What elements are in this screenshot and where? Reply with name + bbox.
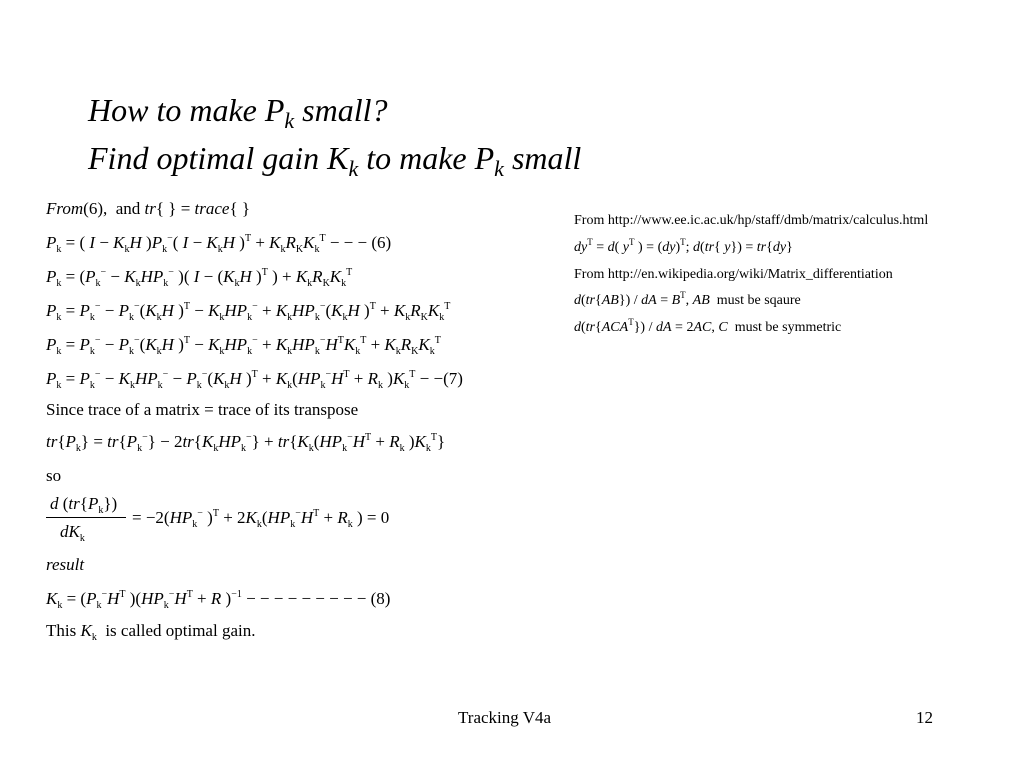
equation-6: $P_k$ = ( $I - K_kH$ )$P_k^-$( $I - K_kH$ )$^T + K_kR_KK_k^T$ − − − (6) [46, 233, 392, 255]
equation-step-3: $P_k = P_k^- - P_k^-(K_kH$ )$^T - K_kHP_k^- + K_kHP_k^-H^TK_k^T + K_kR_KK_k^T$ [46, 335, 441, 357]
slide-title-line-2: Find optimal gain $K_k$ to make $P_k$ small [88, 140, 582, 181]
equation-step-1: $P_k = (P_k^- - K_kHP_k^-$ )( $I - (K_kH$ )$^T$ ) + $K_kR_KK_k^T$ [46, 267, 353, 289]
equation-7: $P_k = P_k^- - K_kHP_k^- - P_k^-(K_kH$ )$^T + K_k(HP_k^-H^T + R_k$ )$K_k^T - -(7)$ [46, 369, 463, 391]
slide-title-line-1: How to make $P_k$ small? [88, 92, 388, 133]
equation-8: $K_k = (P_k^-H^T$ )($HP_k^-H^T + R$ )$^{-1}$ − − − − − − − − − (8) [46, 589, 391, 611]
reference-1: From http://www.ee.ic.ac.uk/hp/staff/dmb/matrix/calculus.html [574, 213, 929, 228]
footer-title: Tracking V4a [458, 708, 552, 727]
page-number: 12 [916, 708, 933, 727]
reference-2: From http://en.wikipedia.org/wiki/Matrix_differentiation [574, 267, 893, 282]
matrix-identity-2: d(tr{AB}) / dA = $B^T$, AB must be sqaure [574, 290, 801, 308]
matrix-identity-3: $d(tr\{ACA^T\})$ / dA = 2AC, C must be symmetric [574, 317, 842, 335]
since-trace-text: Since trace of a matrix = trace of its transpose [46, 400, 359, 419]
so-text: so [46, 466, 62, 485]
optimal-gain-text: This $K_k$ is called optimal gain. [46, 621, 256, 643]
equation-step-2: $P_k = P_k^- - P_k^-(K_kH$ )$^T - K_kHP_k^- + K_kHP_k^-(K_kH$ )$^T + K_kR_KK_k^T$ [46, 301, 451, 323]
equation-from-6: From(6), and tr{ } = trace{ } [46, 199, 251, 218]
result-label: result [46, 555, 85, 574]
matrix-identity-1: $dy^T = d$( $y^T$ ) = (dy)$^T$; d(tr{ y}) = tr{dy} [574, 237, 793, 255]
equation-trace: $tr\{P_k\} = tr\{P_k^-\} - 2tr\{K_kHP_k^-\} + tr\{K_k(HP_k^-H^T + R_k$ )$K_k^T$} [46, 432, 446, 454]
